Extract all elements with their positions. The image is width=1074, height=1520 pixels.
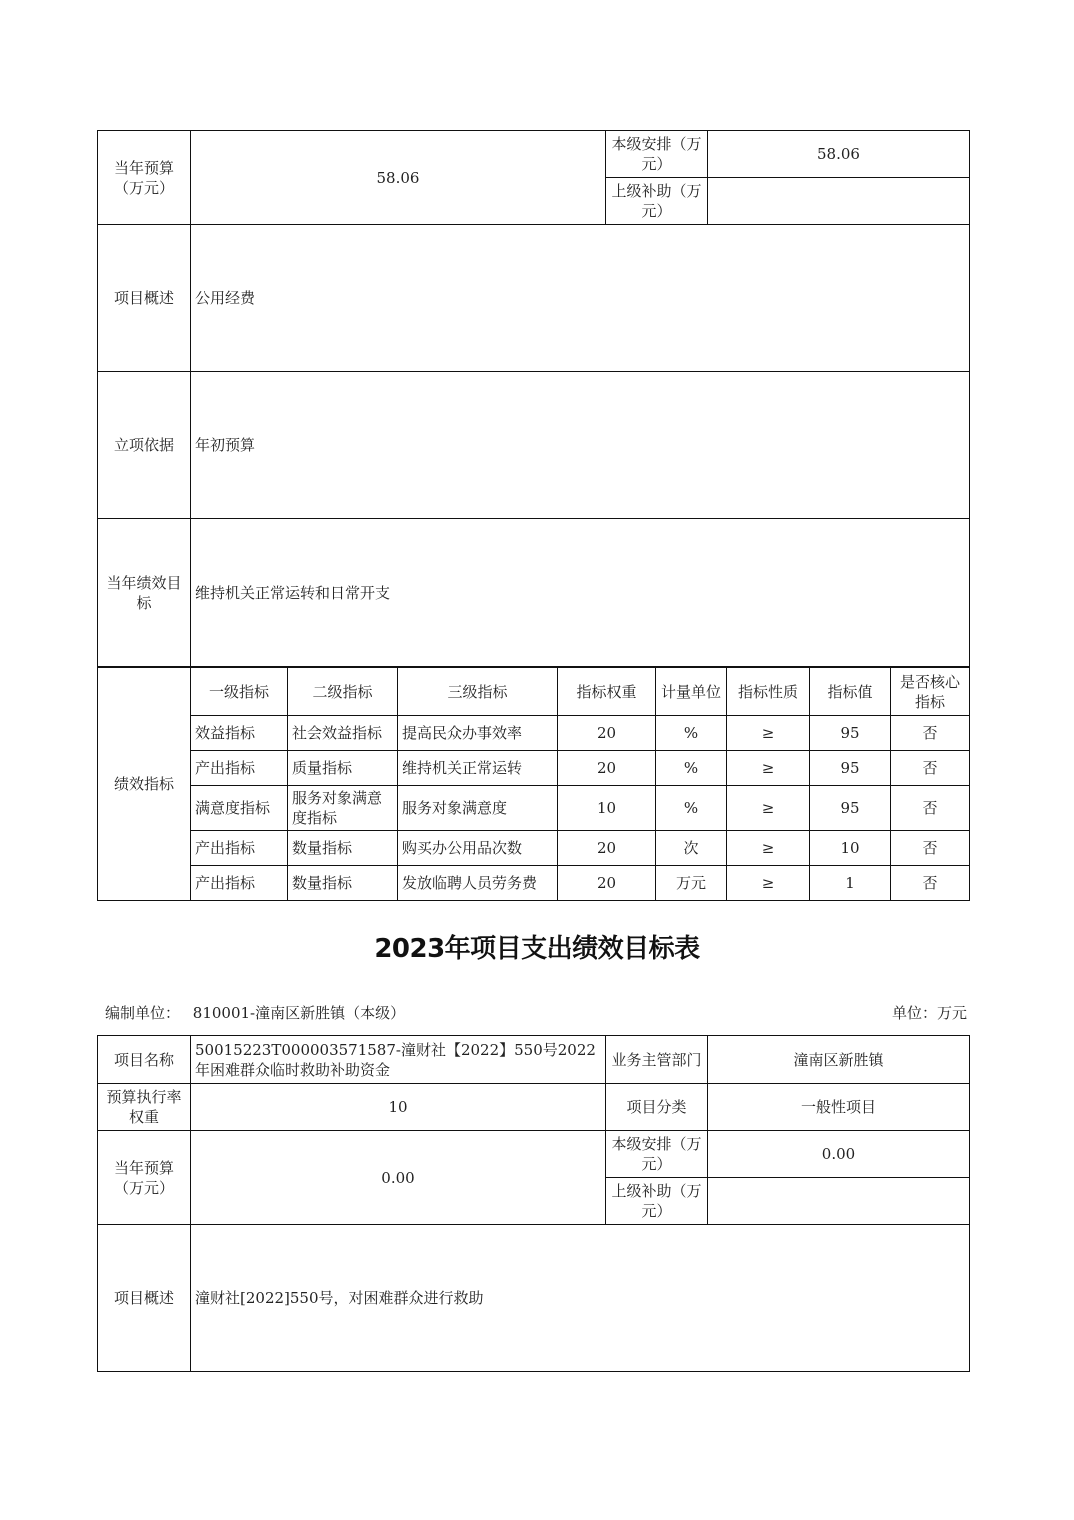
upper-subsidy-label: 上级补助（万元） xyxy=(606,178,708,225)
indicator-weight: 20 xyxy=(558,831,656,866)
indicator-level1: 产出指标 xyxy=(191,866,288,901)
indicator-level1: 效益指标 xyxy=(191,716,288,751)
overview-value: 公用经费 xyxy=(191,225,970,372)
project-table-1 xyxy=(97,130,970,667)
indicator-value: 95 xyxy=(810,751,891,786)
overview-value-2: 潼财社[2022]550号，对困难群众进行救助 xyxy=(191,1225,970,1372)
indicator-core: 否 xyxy=(891,866,970,901)
indicator-unit: 次 xyxy=(656,831,727,866)
header-level2: 二级指标 xyxy=(288,668,398,716)
overview-label-2: 项目概述 xyxy=(98,1225,191,1372)
unit-text: 单位：万元 xyxy=(891,1004,967,1022)
indicator-weight: 20 xyxy=(558,751,656,786)
indicator-nature: ≥ xyxy=(727,866,810,901)
budget-label-2: 当年预算（万元） xyxy=(98,1131,191,1225)
budget-value-2: 0.00 xyxy=(191,1131,606,1225)
indicators-header-row xyxy=(98,668,970,716)
category-value: 一般性项目 xyxy=(708,1084,970,1131)
header-level3: 三级指标 xyxy=(398,668,558,716)
indicator-weight: 20 xyxy=(558,716,656,751)
indicator-weight: 10 xyxy=(558,786,656,831)
upper-subsidy-label-2: 上级补助（万元） xyxy=(606,1178,708,1225)
header-unit: 计量单位 xyxy=(656,668,727,716)
indicator-level1: 满意度指标 xyxy=(191,786,288,831)
indicator-value: 95 xyxy=(810,716,891,751)
budget-label: 当年预算（万元） xyxy=(98,131,191,225)
org-value: 810001-潼南区新胜镇（本级） xyxy=(192,1004,406,1022)
indicator-row xyxy=(98,866,970,901)
goal-value: 维持机关正常运转和日常开支 xyxy=(191,519,970,667)
exec-weight-value: 10 xyxy=(191,1084,606,1131)
indicator-unit: 万元 xyxy=(656,866,727,901)
indicator-core: 否 xyxy=(891,751,970,786)
header-core: 是否核心指标 xyxy=(891,668,970,716)
indicator-core: 否 xyxy=(891,831,970,866)
indicator-unit: % xyxy=(656,716,727,751)
indicator-nature: ≥ xyxy=(727,751,810,786)
indicator-level3: 服务对象满意度 xyxy=(398,786,558,831)
page-title: 2023年项目支出绩效目标表 xyxy=(374,934,700,964)
exec-weight-label: 预算执行率权重 xyxy=(98,1084,191,1131)
indicator-level2: 社会效益指标 xyxy=(288,716,398,751)
indicator-level1: 产出指标 xyxy=(191,831,288,866)
indicator-level2: 质量指标 xyxy=(288,751,398,786)
indicator-row xyxy=(98,786,970,831)
indicators-table xyxy=(97,667,970,901)
budget-value: 58.06 xyxy=(191,131,606,225)
indicator-row xyxy=(98,751,970,786)
local-arrangement-value-2: 0.00 xyxy=(708,1131,970,1178)
goal-label: 当年绩效目标 xyxy=(98,519,191,667)
indicator-core: 否 xyxy=(891,716,970,751)
indicator-level2: 数量指标 xyxy=(288,866,398,901)
local-arrangement-label-2: 本级安排（万元） xyxy=(606,1131,708,1178)
local-arrangement-label: 本级安排（万元） xyxy=(606,131,708,178)
indicator-row xyxy=(98,716,970,751)
indicator-level3: 维持机关正常运转 xyxy=(398,751,558,786)
indicator-level3: 发放临聘人员劳务费 xyxy=(398,866,558,901)
header-weight: 指标权重 xyxy=(558,668,656,716)
basis-value: 年初预算 xyxy=(191,372,970,519)
project-table-2 xyxy=(97,1035,970,1372)
indicator-value: 1 xyxy=(810,866,891,901)
indicator-value: 95 xyxy=(810,786,891,831)
overview-label: 项目概述 xyxy=(98,225,191,372)
indicator-level3: 提高民众办事效率 xyxy=(398,716,558,751)
indicator-weight: 20 xyxy=(558,866,656,901)
header-value: 指标值 xyxy=(810,668,891,716)
indicator-unit: % xyxy=(656,786,727,831)
header-nature: 指标性质 xyxy=(727,668,810,716)
indicator-level2: 服务对象满意度指标 xyxy=(288,786,398,831)
indicator-nature: ≥ xyxy=(727,786,810,831)
upper-subsidy-value xyxy=(708,178,970,225)
indicators-label: 绩效指标 xyxy=(98,668,191,901)
local-arrangement-value: 58.06 xyxy=(708,131,970,178)
project-name-label: 项目名称 xyxy=(98,1036,191,1084)
indicator-value: 10 xyxy=(810,831,891,866)
category-label: 项目分类 xyxy=(606,1084,708,1131)
indicator-nature: ≥ xyxy=(727,831,810,866)
dept-label: 业务主管部门 xyxy=(606,1036,708,1084)
indicator-level2: 数量指标 xyxy=(288,831,398,866)
project-name-value: 50015223T000003571587-潼财社【2022】550号2022年困难群众临时救助补助资金 xyxy=(191,1036,606,1084)
org-label: 编制单位： xyxy=(105,1004,181,1022)
basis-label: 立项依据 xyxy=(98,372,191,519)
org-line xyxy=(105,1002,405,1023)
indicator-unit: % xyxy=(656,751,727,786)
indicator-nature: ≥ xyxy=(727,716,810,751)
header-level1: 一级指标 xyxy=(191,668,288,716)
indicator-level1: 产出指标 xyxy=(191,751,288,786)
indicator-core: 否 xyxy=(891,786,970,831)
upper-subsidy-value-2 xyxy=(708,1178,970,1225)
indicator-row xyxy=(98,831,970,866)
indicator-level3: 购买办公用品次数 xyxy=(398,831,558,866)
dept-value: 潼南区新胜镇 xyxy=(708,1036,970,1084)
